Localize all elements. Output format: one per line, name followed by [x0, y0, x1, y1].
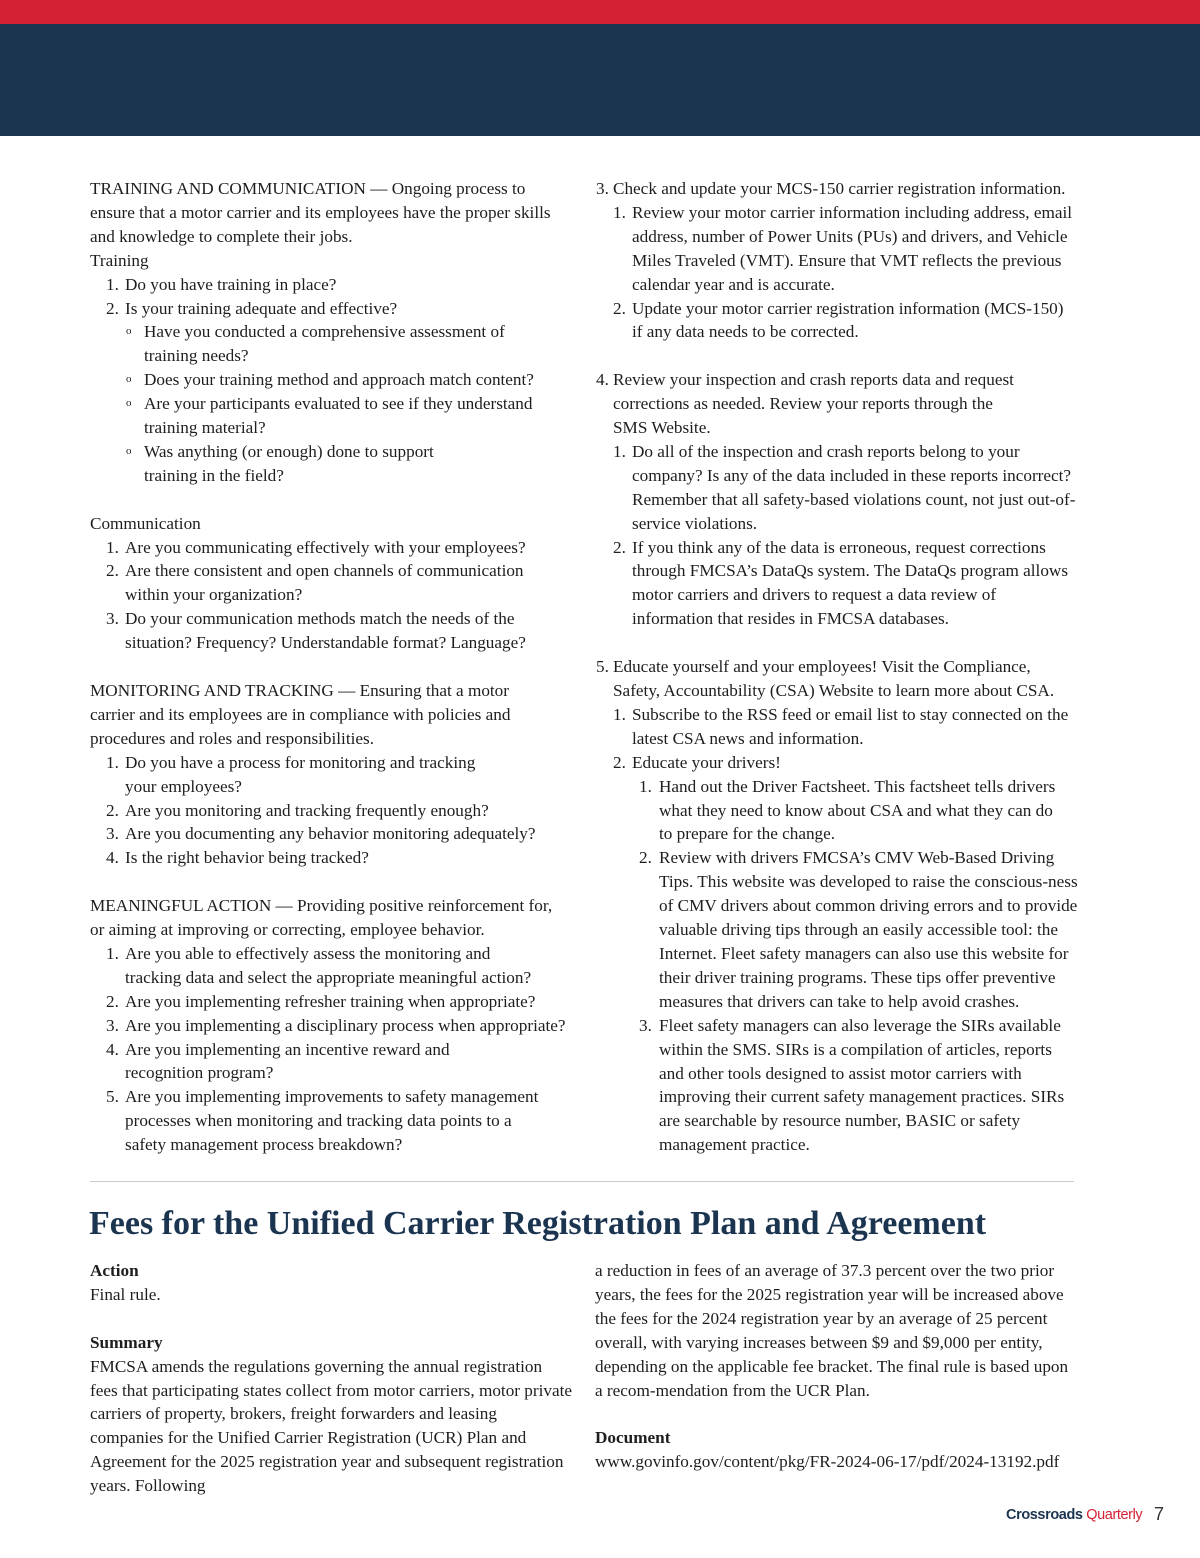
- action-text: Final rule.: [90, 1284, 161, 1304]
- document-label: Document: [595, 1428, 671, 1448]
- page-number: 7: [1154, 1504, 1165, 1524]
- list-item-text: Educate your drivers!: [632, 752, 781, 772]
- list-item-text: Fleet safety managers can also leverage the SIRs available within the SMS. SIRs is a compilation of articles, reports and other tools designed to assist motor carriers with improving their current safety management practices. SIRs are searchable by resource number, BASIC or safety management practice.: [659, 1015, 1065, 1155]
- step-text: Review your inspection and crash reports data and request corrections as needed. Review your reports through the SMS Website.: [613, 370, 1014, 438]
- list-item-text: Was anything (or enough) done to support training in the field?: [144, 441, 434, 485]
- list-item: 4. Is the right behavior being tracked?: [106, 848, 369, 868]
- list-item-text: Have you conducted a comprehensive assessment of training needs?: [144, 322, 505, 366]
- bullet-marker: o: [126, 325, 132, 338]
- summary-continued: a reduction in fees of an average of 37.3 percent over the two prior years, the fees for the 2025 registration year will be increased above the fees for the 2024 registration year by an average of 25 percent overall, with varying increases between $9 and $9,000 per entity, depending on the applicable fee bracket. The final rule is based upon a recom-mendation from the UCR Plan.: [595, 1261, 1069, 1400]
- action-label: Action: [90, 1261, 139, 1280]
- sub-list-item: [90, 440, 570, 488]
- list-item-text: Are you communicating effectively with your employees?: [125, 537, 526, 557]
- list-item: 1. Do all of the inspection and crash reports belong to your company? Is any of the data included in these reports incorrect? Remember that all safety-based violations count, not just out-of-service violations.: [613, 441, 1076, 533]
- fees-right-column: [595, 1259, 1079, 1474]
- brand-part2: Quarterly: [1086, 1507, 1143, 1523]
- brand-part1: Crossroads: [1006, 1507, 1083, 1523]
- list-item: 4. Are you implementing an incentive reward and recognition program?: [106, 1039, 450, 1083]
- right-column: [591, 177, 1081, 1157]
- list-item-text: Are your participants evaluated to see if they understand training material?: [144, 394, 533, 438]
- list-item: 5. Are you implementing improvements to safety management processes when monitoring and tracking data points to a safety management process breakdown?: [106, 1087, 539, 1155]
- communication-heading: Communication: [90, 513, 201, 533]
- sub-list-item: [90, 368, 570, 392]
- summary-label: Summary: [90, 1332, 163, 1352]
- training-intro: TRAINING AND COMMUNICATION — Ongoing process to ensure that a motor carrier and its employees have the proper skills and knowledge to complete their jobs.: [90, 179, 551, 246]
- list-item-text: Are you implementing a disciplinary process when appropriate?: [125, 1015, 566, 1035]
- list-item: 2. Educate your drivers!: [613, 752, 781, 772]
- list-item-text: Do you have a process for monitoring and tracking your employees?: [125, 752, 476, 796]
- list-item-text: Do you have training in place?: [125, 274, 337, 294]
- section-divider: [90, 1181, 1074, 1182]
- bullet-marker: o: [126, 397, 132, 410]
- list-item: 2. Are you monitoring and tracking frequently enough?: [106, 800, 489, 820]
- list-item: 1. Do you have training in place?: [106, 274, 337, 294]
- list-item-text: Are you documenting any behavior monitoring adequately?: [125, 824, 536, 844]
- list-item-text: Does your training method and approach match content?: [144, 370, 534, 390]
- monitoring-intro: MONITORING AND TRACKING — Ensuring that a motor carrier and its employees are in compliance with policies and procedures and roles and responsibilities.: [90, 681, 511, 748]
- sub-list-item: 3. Fleet safety managers can also leverage the SIRs available within the SMS. SIRs is a compilation of articles, reports and other tools designed to assist motor carriers with improving their current safety management practices. SIRs are searchable by resource number, BASIC or safety management practice.: [639, 1015, 1065, 1155]
- list-item: 2. Is your training adequate and effective?: [106, 298, 398, 318]
- list-item: 3. Are you implementing a disciplinary process when appropriate?: [106, 1015, 566, 1035]
- bullet-marker: o: [126, 444, 132, 457]
- list-item: 3. Do your communication methods match the needs of the situation? Frequency? Understandable format? Language?: [106, 609, 526, 653]
- list-item-text: Is the right behavior being tracked?: [125, 848, 369, 868]
- numbered-step: 3. Check and update your MCS-150 carrier registration information.: [596, 179, 1066, 198]
- list-item: 2. Update your motor carrier registration information (MCS-150) if any data needs to be corrected.: [613, 298, 1064, 342]
- sub-list-item: 2. Review with drivers FMCSA’s CMV Web-Based Driving Tips. This website was developed to raise the conscious-ness of CMV drivers about common driving errors and to provide valuable driving tips through an easily accessible tool: the Internet. Fleet safety managers can also use this website for their driver training programs. These tips offer preventive measures that drivers can take to help avoid crashes.: [639, 848, 1078, 1011]
- numbered-step: 4. Review your inspection and crash reports data and request corrections as needed. Review your reports through the SMS Website.: [596, 370, 1014, 438]
- list-item-text: Are there consistent and open channels of communication within your organization?: [125, 561, 524, 605]
- list-item-text: Are you implementing refresher training when appropriate?: [125, 991, 536, 1011]
- top-red-band: [0, 0, 1200, 24]
- sub-list-item: [90, 320, 570, 368]
- list-item-text: Review with drivers FMCSA’s CMV Web-Based Driving Tips. This website was developed to raise the conscious-ness of CMV drivers about common driving errors and to provide valuable driving tips through an easily accessible tool: the Internet. Fleet safety managers can also use this website for their driver training programs. These tips offer preventive measures that drivers can take to help avoid crashes.: [659, 848, 1078, 1011]
- fees-left-column: [90, 1259, 574, 1498]
- list-item-text: Are you monitoring and tracking frequently enough?: [125, 800, 489, 820]
- list-item: 2. If you think any of the data is erroneous, request corrections through FMCSA’s DataQs system. The DataQs program allows motor carriers and drivers to request a data review of information that resides in FMCSA databases.: [613, 537, 1069, 629]
- step-text: Check and update your MCS-150 carrier registration information.: [613, 179, 1066, 198]
- list-item: 2. Are there consistent and open channels of communication within your organization?: [106, 561, 524, 605]
- training-heading: Training: [90, 250, 149, 270]
- list-item-text: If you think any of the data is erroneous, request corrections through FMCSA’s DataQs system. The DataQs program allows motor carriers and drivers to request a data review of information that resides in FMCSA databases.: [632, 537, 1069, 629]
- list-item: 1. Do you have a process for monitoring and tracking your employees?: [106, 752, 476, 796]
- list-item: 1. Review your motor carrier information including address, email address, number of Power Units (PUs) and drivers, and Vehicle Miles Traveled (VMT). Ensure that VMT reflects the previous calendar year and is accurate.: [613, 202, 1073, 294]
- list-item-text: Subscribe to the RSS feed or email list to stay connected on the latest CSA news and information.: [632, 704, 1069, 748]
- list-item: 1. Are you able to effectively assess the monitoring and tracking data and select the appropriate meaningful action?: [106, 943, 532, 987]
- page-footer: [1006, 1504, 1166, 1528]
- sub-list-item: [90, 392, 570, 440]
- list-item-text: Do your communication methods match the needs of the situation? Frequency? Understandable format? Language?: [125, 609, 526, 653]
- action-intro: MEANINGFUL ACTION — Providing positive reinforcement for, or aiming at improving or correcting, employee behavior.: [90, 896, 553, 940]
- list-item-text: Review your motor carrier information including address, email address, number of Power Units (PUs) and drivers, and Vehicle Miles Traveled (VMT). Ensure that VMT reflects the previous calendar year and is accurate.: [632, 202, 1073, 294]
- left-column: [90, 177, 570, 1157]
- list-item-text: Are you able to effectively assess the monitoring and tracking data and select the appropriate meaningful action?: [125, 943, 532, 987]
- header-banner: [0, 24, 1200, 136]
- list-item: 1. Subscribe to the RSS feed or email list to stay connected on the latest CSA news and information.: [613, 704, 1069, 748]
- sub-list-item: 1. Hand out the Driver Factsheet. This factsheet tells drivers what they need to know about CSA and what they can do to prepare for the change.: [639, 776, 1056, 844]
- list-item-text: Do all of the inspection and crash reports belong to your company? Is any of the data included in these reports incorrect? Remember that all safety-based violations count, not just out-of-service violations.: [632, 441, 1076, 533]
- list-item: 1. Are you communicating effectively with your employees?: [106, 537, 526, 557]
- numbered-step: 5. Educate yourself and your employees! Visit the Compliance, Safety, Accountability (CSA) Website to learn more about CSA.: [596, 657, 1055, 700]
- step-text: Educate yourself and your employees! Visit the Compliance, Safety, Accountability (CSA) Website to learn more about CSA.: [613, 657, 1055, 700]
- bullet-marker: o: [126, 373, 132, 386]
- list-item-text: Hand out the Driver Factsheet. This factsheet tells drivers what they need to know about CSA and what they can do to prepare for the change.: [659, 776, 1056, 844]
- summary-text: FMCSA amends the regulations governing the annual registration fees that participating states collect from motor carriers, motor private carriers of property, brokers, freight forwarders and leasing companies for the Unified Carrier Registration (UCR) Plan and Agreement for the 2025 registration year and subsequent registration years. Following: [90, 1356, 573, 1496]
- list-item-text: Are you implementing improvements to safety management processes when monitoring and tracking data points to a safety management process breakdown?: [125, 1087, 539, 1155]
- list-item: 3. Are you documenting any behavior monitoring adequately?: [106, 824, 536, 844]
- list-item: 2. Are you implementing refresher training when appropriate?: [106, 991, 536, 1011]
- document-link[interactable]: www.govinfo.gov/content/pkg/FR-2024-06-17/pdf/2024-13192.pdf: [595, 1452, 1060, 1472]
- list-item-text: Update your motor carrier registration information (MCS-150) if any data needs to be corrected.: [632, 298, 1064, 342]
- section-title: Fees for the Unified Carrier Registration Plan and Agreement: [89, 1205, 987, 1242]
- publication-name: [1006, 1507, 1142, 1523]
- list-item-text: Are you implementing an incentive reward and recognition program?: [125, 1039, 450, 1083]
- list-item-text: Is your training adequate and effective?: [125, 298, 398, 318]
